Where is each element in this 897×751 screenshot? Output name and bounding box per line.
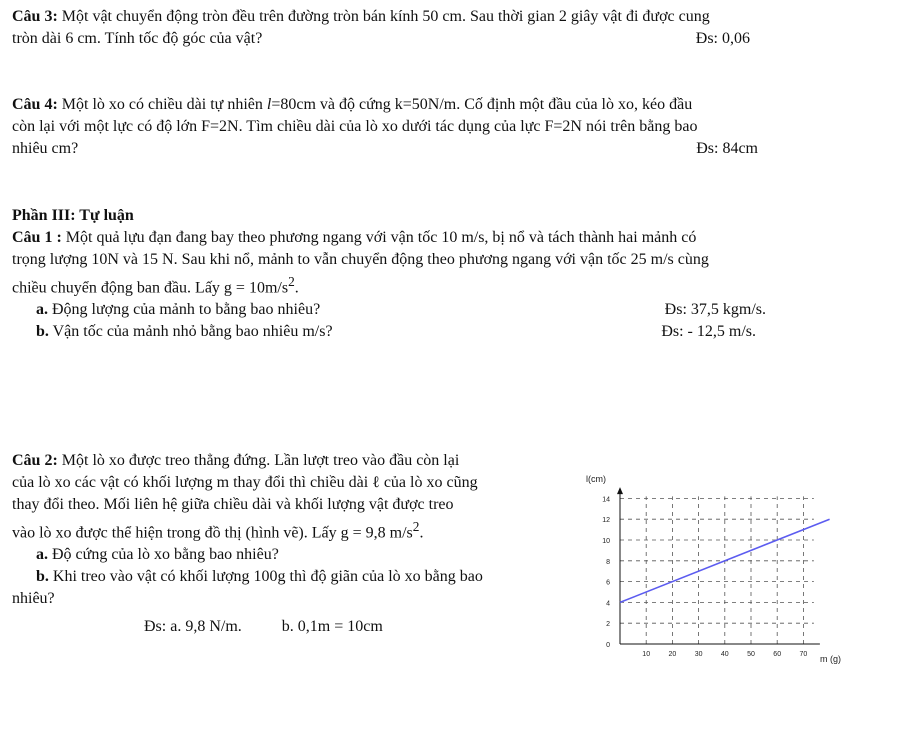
y-tick-2: 2 bbox=[606, 621, 610, 629]
q3-text-2: tròn dài 6 cm. Tính tốc độ góc của vật? bbox=[12, 30, 263, 47]
c2-label: Câu 2: bbox=[12, 452, 58, 469]
c2-b-text: Khi treo vào vật có khối lượng 100g thì độ giãn của lò xo bằng bao bbox=[48, 568, 483, 586]
q4-text-1a: Một lò xo có chiều dài tự nhiên bbox=[57, 96, 267, 113]
q4-l-symbol: l bbox=[266, 96, 272, 113]
c1-text-1: Một quả lựu đạn đang bay theo phương ngang với vận tốc 10 m/s, bị nổ và tách thành hai mảnh có bbox=[61, 229, 697, 246]
y-tick-10: 10 bbox=[602, 538, 610, 545]
q3-label: Câu 3: bbox=[12, 8, 58, 25]
q4-answer: Đs: 84cm bbox=[696, 140, 758, 157]
length-mass-graph bbox=[584, 472, 854, 672]
c1-b-question bbox=[36, 321, 333, 343]
c2-line-1 bbox=[12, 450, 582, 472]
y-tick-12: 12 bbox=[602, 517, 610, 525]
c2-sup: 2 bbox=[412, 519, 420, 534]
q3-line-2 bbox=[12, 28, 882, 50]
y-tick-6: 6 bbox=[606, 579, 610, 587]
c2-b-label: b. bbox=[36, 568, 49, 586]
c1-label: Câu 1 : bbox=[12, 229, 62, 246]
graph-axes bbox=[617, 487, 820, 644]
q3-line-1 bbox=[12, 6, 882, 28]
c1-sup: 2 bbox=[288, 274, 295, 289]
c1-text-3-end: . bbox=[294, 279, 299, 297]
c2-line-4 bbox=[12, 516, 582, 544]
c2-answer bbox=[12, 616, 582, 638]
c1-a-question bbox=[36, 299, 320, 321]
q3-text-1: Một vật chuyển động tròn đều trên đường tròn bán kính 50 cm. Sau thời gian 2 giây vật đi được cung bbox=[57, 8, 710, 25]
graph-tick-labels bbox=[602, 496, 807, 658]
c2-text-4-end: . bbox=[419, 524, 424, 542]
y-tick-14: 14 bbox=[602, 496, 610, 504]
c2-text-4: vào lò xo được thể hiện trong đồ thị (hình vẽ). Lấy g = 9,8 m/s bbox=[12, 524, 413, 542]
c2-answer-b: b. 0,1m = 10cm bbox=[281, 618, 383, 636]
c1-line-3 bbox=[12, 271, 882, 299]
c1-line-2: trọng lượng 10N và 15 N. Sau khi nổ, mảnh to vẫn chuyển động theo phương ngang với vận tốc 25 m/s cùng bbox=[12, 251, 709, 268]
c2-a-label: a. bbox=[36, 546, 48, 564]
c2-line-2: của lò xo các vật có khối lượng m thay đổi thì chiều dài ℓ của lò xo cũng bbox=[12, 474, 478, 491]
q4-label: Câu 4: bbox=[12, 96, 58, 113]
c2-line-3: thay đổi theo. Mối liên hệ giữa chiều dài và khối lượng vật được treo bbox=[12, 496, 454, 513]
c1-text-3: chiều chuyển động ban đầu. Lấy g = 10m/s bbox=[12, 279, 289, 297]
c1-b-label: b. bbox=[36, 323, 49, 341]
c1-a-label: a. bbox=[36, 301, 48, 319]
q3-answer: Đs: 0,06 bbox=[695, 30, 750, 47]
x-tick-30: 30 bbox=[694, 651, 703, 658]
y-tick-4: 4 bbox=[606, 600, 610, 608]
graph-y-label: l(cm) bbox=[586, 474, 606, 484]
question-3 bbox=[12, 6, 882, 50]
c1-part-b bbox=[12, 321, 882, 343]
q4-line-3 bbox=[12, 138, 882, 160]
c1-part-a bbox=[12, 299, 882, 321]
question-4 bbox=[12, 94, 882, 160]
part3-title: Phần III: Tự luận bbox=[12, 207, 134, 224]
y-axis-arrow bbox=[617, 487, 623, 494]
q4-line-2: còn lại với một lực có độ lớn F=2N. Tìm chiều dài của lò xo dưới tác dụng của lực F=2N nói trên bằng bao bbox=[12, 118, 698, 135]
c1-line-1 bbox=[12, 227, 882, 249]
c2-text-1: Một lò xo được treo thẳng đứng. Lần lượt treo vào đầu còn lại bbox=[57, 452, 460, 469]
c2-part-b bbox=[12, 566, 582, 588]
c1-b-text: Vận tốc của mảnh nhỏ bằng bao nhiêu m/s? bbox=[48, 323, 333, 341]
graph-grid bbox=[620, 496, 814, 644]
c2-answer-a: Đs: a. 9,8 N/m. bbox=[144, 618, 242, 636]
q4-line-1 bbox=[12, 94, 882, 116]
x-tick-10: 10 bbox=[642, 651, 651, 658]
c1-a-answer: Đs: 37,5 kgm/s. bbox=[664, 301, 766, 319]
c2-part-b-end: nhiêu? bbox=[12, 590, 55, 608]
x-tick-70: 70 bbox=[799, 651, 808, 658]
x-tick-50: 50 bbox=[747, 651, 755, 658]
x-tick-20: 20 bbox=[668, 651, 677, 658]
part-3 bbox=[12, 205, 882, 343]
c2-part-a bbox=[12, 544, 582, 566]
x-tick-60: 60 bbox=[773, 651, 782, 658]
y-tick-8: 8 bbox=[606, 558, 610, 566]
c1-a-text: Động lượng của mảnh to bằng bao nhiêu? bbox=[48, 301, 321, 319]
x-tick-40: 40 bbox=[720, 651, 729, 658]
y-tick-0: 0 bbox=[606, 642, 610, 649]
q4-text-1b: =80cm và độ cứng k=50N/m. Cố định một đầu của lò xo, kéo đầu bbox=[271, 96, 693, 113]
q4-text-3: nhiêu cm? bbox=[12, 140, 79, 157]
c2-a-text: Độ cứng của lò xo bằng bao nhiêu? bbox=[48, 546, 279, 564]
graph-x-label: m (g) bbox=[820, 654, 841, 664]
part3-question-2 bbox=[12, 450, 582, 638]
c1-b-answer: Đs: - 12,5 m/s. bbox=[661, 323, 756, 341]
